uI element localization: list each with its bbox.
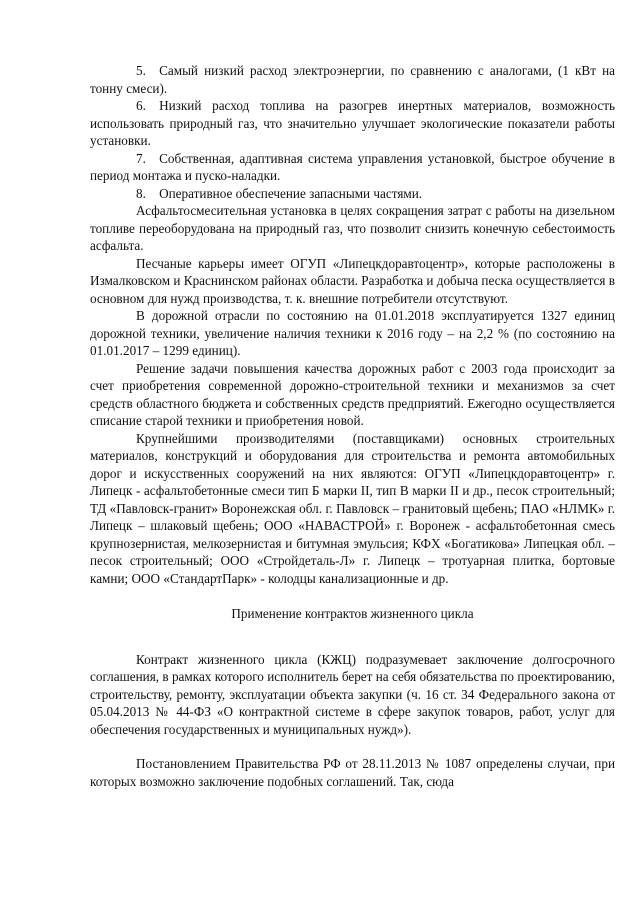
paragraph-item-5: 5. Самый низкий расход электроэнергии, по сравнению с аналогами, (1 кВт на тонну смеси). [90, 63, 615, 96]
paragraph-item-8: 8. Оперативное обеспечение запасными частями. [136, 185, 423, 201]
paragraph-item-6: 6. Низкий расход топлива на разогрев инертных материалов, возможность использовать природный газ, что значительно улучшает экологические показатели работы установки. [90, 98, 615, 148]
paragraph-quality-improvement: Решение задачи повышения качества дорожных работ с 2003 года происходит за счет приобретения современной дорожно-строительной техники и механизмов за счет средств областного бюджета и собственных средств предприятий. Ежегодно осуществляется списание старой техники и приобретения новой. [90, 360, 615, 428]
paragraph-suppliers: Крупнейшими производителями (поставщиками) основных строительных материалов, конструкций и оборудования для строительства и ремонта автомобильных дорог и искусственных сооружений на них являются: ОГУП «Липецкдоравтоцентр» г. Липецк - асфальтобетонные смеси тип Б марки II, тип В марки II и др., песок строительный; ТД «Павловск-гранит» Воронежская обл. г. Павловск – гранитовый щебень; ПАО «НЛМК» г. Липецк – шлаковый щебень; ООО «НАВАСТРОЙ» г. Воронеж - асфальтобетонная смесь крупнозернистая, мелкозернистая и битумная эмульсия; КФХ «Богатикова» Липецкая обл. – песок строительный; ООО «Стройдеталь-Л» г. Липецк – тротуарная плитка, бортовые камни; ООО «СтандартПарк» - колодцы канализационные и др. [90, 430, 615, 586]
paragraph-sand-quarries: Песчаные карьеры имеет ОГУП «Липецкдоравтоцентр», которые расположены в Измалковском и Краснинском районах области. Разработка и добыча песка осуществляется в основном для нужд производства, т. к. внешние потребители отсутствуют. [90, 255, 615, 306]
section-heading: Применение контрактов жизненного цикла [231, 606, 474, 621]
paragraph-road-machinery: В дорожной отрасли по состоянию на 01.01.2018 эксплуатируется 1327 единиц дорожной техники, увеличение наличия техники к 2016 году – на 2,2 % (по состоянию на 01.01.2017 – 1299 единиц). [90, 308, 615, 358]
document-page [90, 62, 615, 790]
paragraph-lifecycle-contract: Контракт жизненного цикла (КЖЦ) подразумевает заключение долгосрочного соглашения, в рамках которого исполнитель берет на себя обязательства по проектированию, строительству, ремонту, эксплуатации объекта закупки (ч. 16 ст. 34 Федерального закона от 05.04.2013 № 44-ФЗ «О контрактной системе в сфере закупок товаров, работ, услуг для обеспечения государственных и муниципальных нужд»). [90, 651, 615, 737]
paragraph-item-7: 7. Собственная, адаптивная система управления установкой, быстрое обучение в период монтажа и пуско-наладки. [90, 150, 615, 183]
paragraph-asphalt-plant: Асфальтосмесительная установка в целях сокращения затрат с работы на дизельном топливе переоборудована на природный газ, что позволит снизить конечную себестоимость асфальта. [90, 203, 615, 253]
paragraph-government-decree: Постановлением Правительства РФ от 28.11.2013 № 1087 определены случаи, при которых возможно заключение подобных соглашений. Так, сюда [90, 756, 615, 789]
